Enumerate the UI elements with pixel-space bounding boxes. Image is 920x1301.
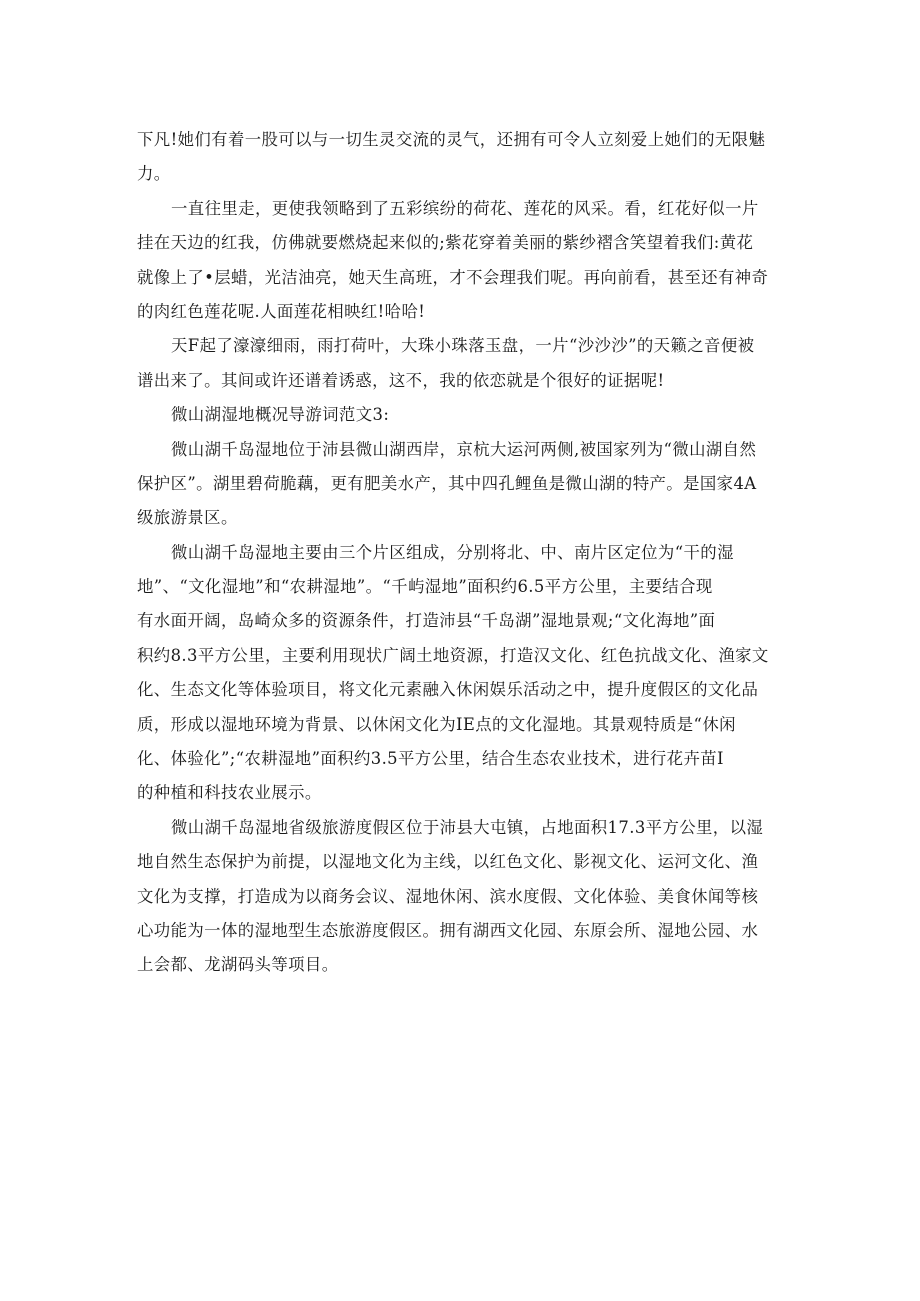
text-line: 保护区”。湖里碧荷脆藕，更有肥美水产，其中四孔鲤鱼是微山湖的特产。是国家4A xyxy=(137,473,757,493)
text-line: 级旅游景区。 xyxy=(137,508,238,528)
text-line: 的种植和科技农业展示。 xyxy=(137,783,322,803)
text-line: 化、生态文化等体验项目，将文化元素融入休闲娱乐活动之中，提升度假区的文化品 xyxy=(137,680,759,700)
document-body xyxy=(137,123,782,983)
text-line: 心功能为一体的湿地型生态旅游度假区。拥有湖西文化园、东原会所、湿地公园、水 xyxy=(137,920,759,940)
text-line: 积约8.3平方公里，主要利用现状广阔土地资源，打造汉文化、红色抗战文化、渔家文 xyxy=(137,645,769,665)
text-line: 就像上了•层蜡，光洁油亮，她天生高班，才不会理我们呢。再向前看，甚至还有神奇 xyxy=(137,267,769,287)
text-line: 谱出来了。其间或许还谱着诱惑，这不，我的依恋就是个很好的证据呢! xyxy=(137,370,665,390)
text-line: 质，形成以湿地环境为背景、以休闲文化为IE点的文化湿地。其景观特质是“休闲 xyxy=(137,714,736,734)
text-line: 化、体验化”;“农耕湿地”面积约3.5平方公里，结合生态农业技术，进行花卉苗I xyxy=(137,749,724,769)
text-line: 地自然生态保护为前提，以湿地文化为主线，以红色文化、影视文化、运河文化、渔 xyxy=(137,852,759,872)
paragraph-first-line: 微山湖湿地概况导游词范文3: xyxy=(171,405,390,425)
text-line: 力。 xyxy=(137,164,171,184)
paragraph-first-line: 天F起了濠濠细雨，雨打荷叶，大珠小珠落玉盘，一片“沙沙沙”的天籁之音便被 xyxy=(171,336,755,356)
text-line: 地”、“文化湿地”和“农耕湿地”。“千屿湿地”面积约6.5平方公里，主要结合现 xyxy=(137,577,713,597)
paragraph-first-line: 微山湖千岛湿地位于沛县微山湖西岸，京杭大运河两侧,被国家列为“微山湖自然 xyxy=(171,439,757,459)
paragraph-first-line: 微山湖千岛湿地省级旅游度假区位于沛县大屯镇，占地面积17.3平方公里，以湿 xyxy=(171,817,764,837)
text-line: 挂在天边的红我，仿佛就要燃烧起来似的;紫花穿着美丽的紫纱褶含笑望着我们:黄花 xyxy=(137,233,754,253)
paragraph-first-line: 微山湖千岛湿地主要由三个片区组成，分别将北、中、南片区定位为“干的湿 xyxy=(171,542,734,562)
text-line: 的肉红色莲花呢.人面莲花相映红!哈哈! xyxy=(137,301,426,321)
text-line: 上会都、龙湖码头等项目。 xyxy=(137,955,339,975)
text-line: 下凡!她们有着一股可以与一切生灵交流的灵气，还拥有可令人立刻爱上她们的无限魅 xyxy=(137,130,766,149)
text-line: 文化为支撑，打造成为以商务会议、湿地休闲、滨水度假、文化体验、美食休闻等核 xyxy=(137,886,759,906)
paragraph-first-line: 一直往里走，更使我领略到了五彩缤纷的荷花、莲花的风采。看，红花好似一片 xyxy=(171,198,759,218)
text-line: 有水面开阔，岛崎众多的资源条件，打造沛县“千岛湖”湿地景观;“文化海地”面 xyxy=(137,611,716,631)
